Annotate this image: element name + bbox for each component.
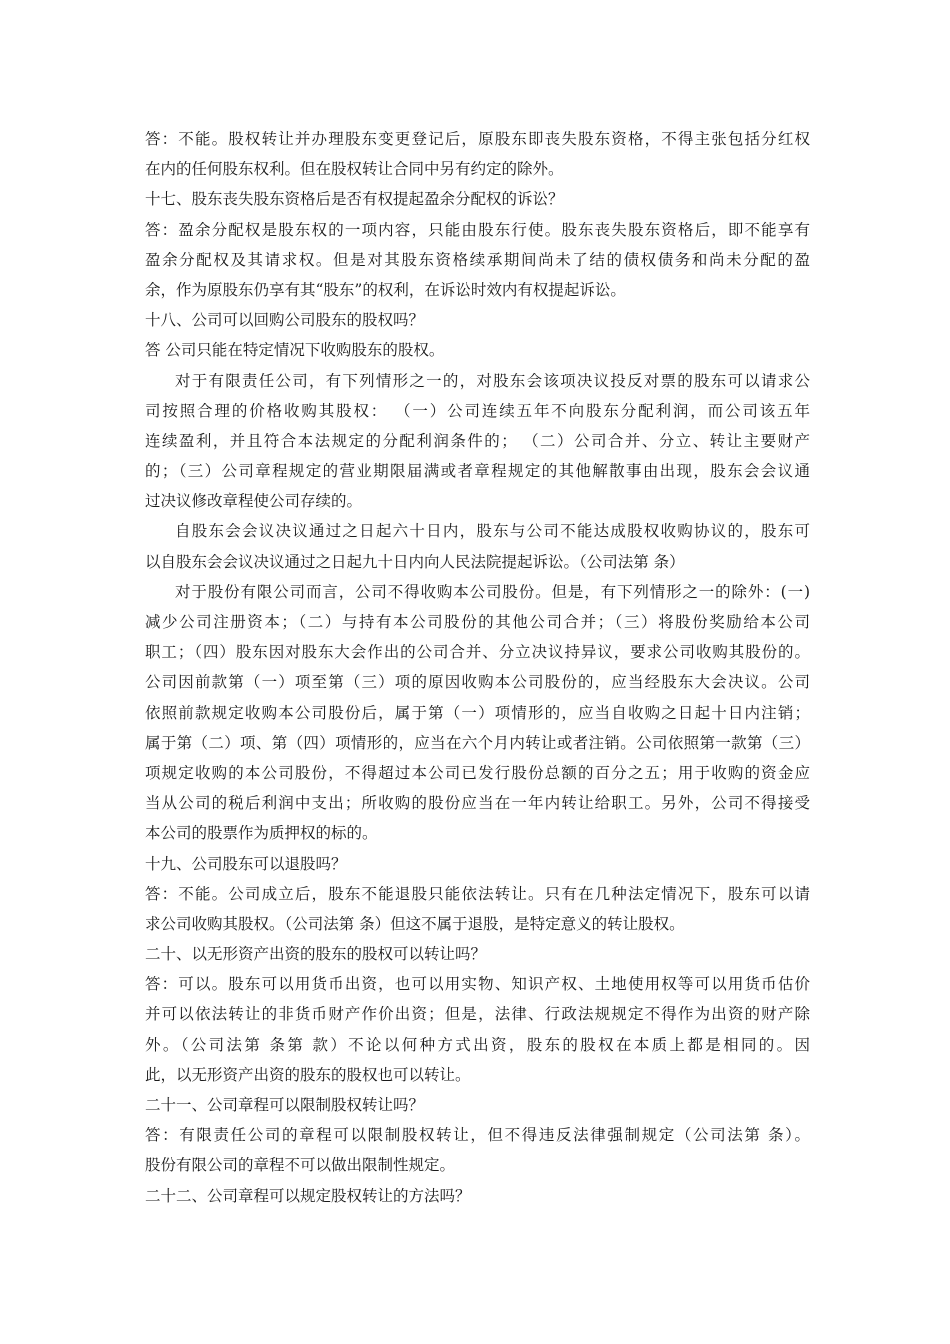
text-line: 并可以依法转让的非货币财产作价出资；但是，法律、行政法规规定不得作为出资的财产除 xyxy=(145,1005,810,1024)
text-line: 盈余分配权及其请求权。但是对其股东资格续承期间尚未了结的债权债务和尚未分配的盈 xyxy=(145,250,810,269)
text-line: 答 公司只能在特定情况下收购股东的股权。 xyxy=(145,341,445,360)
text-line: 余，作为原股东仍享有其“股东”的权利，在诉讼时效内有权提起诉讼。 xyxy=(145,280,626,299)
text-line: 本公司的股票作为质押权的标的。 xyxy=(145,824,378,843)
text-line: 此，以无形资产出资的股东的股权也可以转让。 xyxy=(145,1065,471,1084)
text-line: 答：不能。股权转让并办理股东变更登记后，原股东即丧失股东资格，不得主张包括分红权 xyxy=(145,130,810,148)
text-line: 职工；（四）股东因对股东大会作出的公司合并、分立决议持异议，要求公司收购其股份的。 xyxy=(145,643,810,662)
text-line: 求公司收购其股权。（公司法第 条）但这不属于退股，是特定意义的转让股权。 xyxy=(145,914,685,933)
text-line: 司按照合理的价格收购其股权： （一）公司连续五年不向股东分配利润，而公司该五年 xyxy=(145,401,810,420)
question-heading: 十八、公司可以回购公司股东的股权吗？ xyxy=(145,311,425,330)
text-line: 答：有限责任公司的章程可以限制股权转让，但不得违反法律强制规定（公司法第 条）。 xyxy=(145,1126,810,1145)
text-line: 当从公司的税后利润中支出；所收购的股份应当在一年内转让给职工。另外，公司不得接受 xyxy=(145,794,810,813)
document-page xyxy=(145,124,810,1211)
text-line: 对于有限责任公司，有下列情形之一的，对股东会该项决议投反对票的股东可以请求公 xyxy=(175,371,810,390)
text-line: 公司因前款第（一）项至第（三）项的原因收购本公司股份的，应当经股东大会决议。公司 xyxy=(145,673,810,692)
text-line: 答：不能。公司成立后，股东不能退股只能依法转让。只有在几种法定情况下，股东可以请 xyxy=(145,884,810,903)
text-line: 在内的任何股东权利。但在股权转让合同中另有约定的除外。 xyxy=(145,160,564,179)
text-line: 项规定收购的本公司股份，不得超过本公司已发行股份总额的百分之五；用于收购的资金应 xyxy=(145,763,810,782)
text-line: 答：可以。股东可以用货币出资，也可以用实物、知识产权、土地使用权等可以用货币估价 xyxy=(145,975,810,994)
text-line: 自股东会会议决议通过之日起六十日内，股东与公司不能达成股权收购协议的，股东可 xyxy=(175,522,810,541)
text-line: 外。（公司法第 条第 款）不论以何种方式出资，股东的股权在本质上都是相同的。因 xyxy=(145,1035,810,1054)
text-line: 的；（三）公司章程规定的营业期限届满或者章程规定的其他解散事由出现，股东会会议通 xyxy=(145,462,810,481)
question-heading: 十九、公司股东可以退股吗？ xyxy=(145,854,347,873)
text-line: 属于第（二）项、第（四）项情形的，应当在六个月内转让或者注销。公司依照第一款第（三） xyxy=(145,733,810,752)
text-line: 答：盈余分配权是股东权的一项内容，只能由股东行使。股东丧失股东资格后，即不能享有 xyxy=(145,220,810,239)
text-line: 依照前款规定收购本公司股份后，属于第（一）项情形的，应当自收购之日起十日内注销； xyxy=(145,703,810,722)
text-line: 过决议修改章程使公司存续的。 xyxy=(145,492,363,511)
text-line: 对于股份有限公司而言，公司不得收购本公司股份。但是，有下列情形之一的除外：(一) xyxy=(175,582,810,601)
question-heading: 二十、以无形资产出资的股东的股权可以转让吗？ xyxy=(145,945,487,964)
text-line: 股份有限公司的章程不可以做出限制性规定。 xyxy=(145,1156,456,1175)
text-line: 连续盈利，并且符合本法规定的分配利润条件的； （二）公司合并、分立、转让主要财产 xyxy=(145,431,810,450)
question-heading: 十七、股东丧失股东资格后是否有权提起盈余分配权的诉讼？ xyxy=(145,190,564,209)
question-heading: 二十二、公司章程可以规定股权转让的方法吗？ xyxy=(145,1186,471,1205)
text-line: 减少公司注册资本；（二）与持有本公司股份的其他公司合并；（三）将股份奖励给本公司 xyxy=(145,613,810,631)
question-heading: 二十一、公司章程可以限制股权转让吗？ xyxy=(145,1096,425,1114)
text-line: 以自股东会会议决议通过之日起九十日内向人民法院提起诉讼。（公司法第 条） xyxy=(145,552,685,571)
